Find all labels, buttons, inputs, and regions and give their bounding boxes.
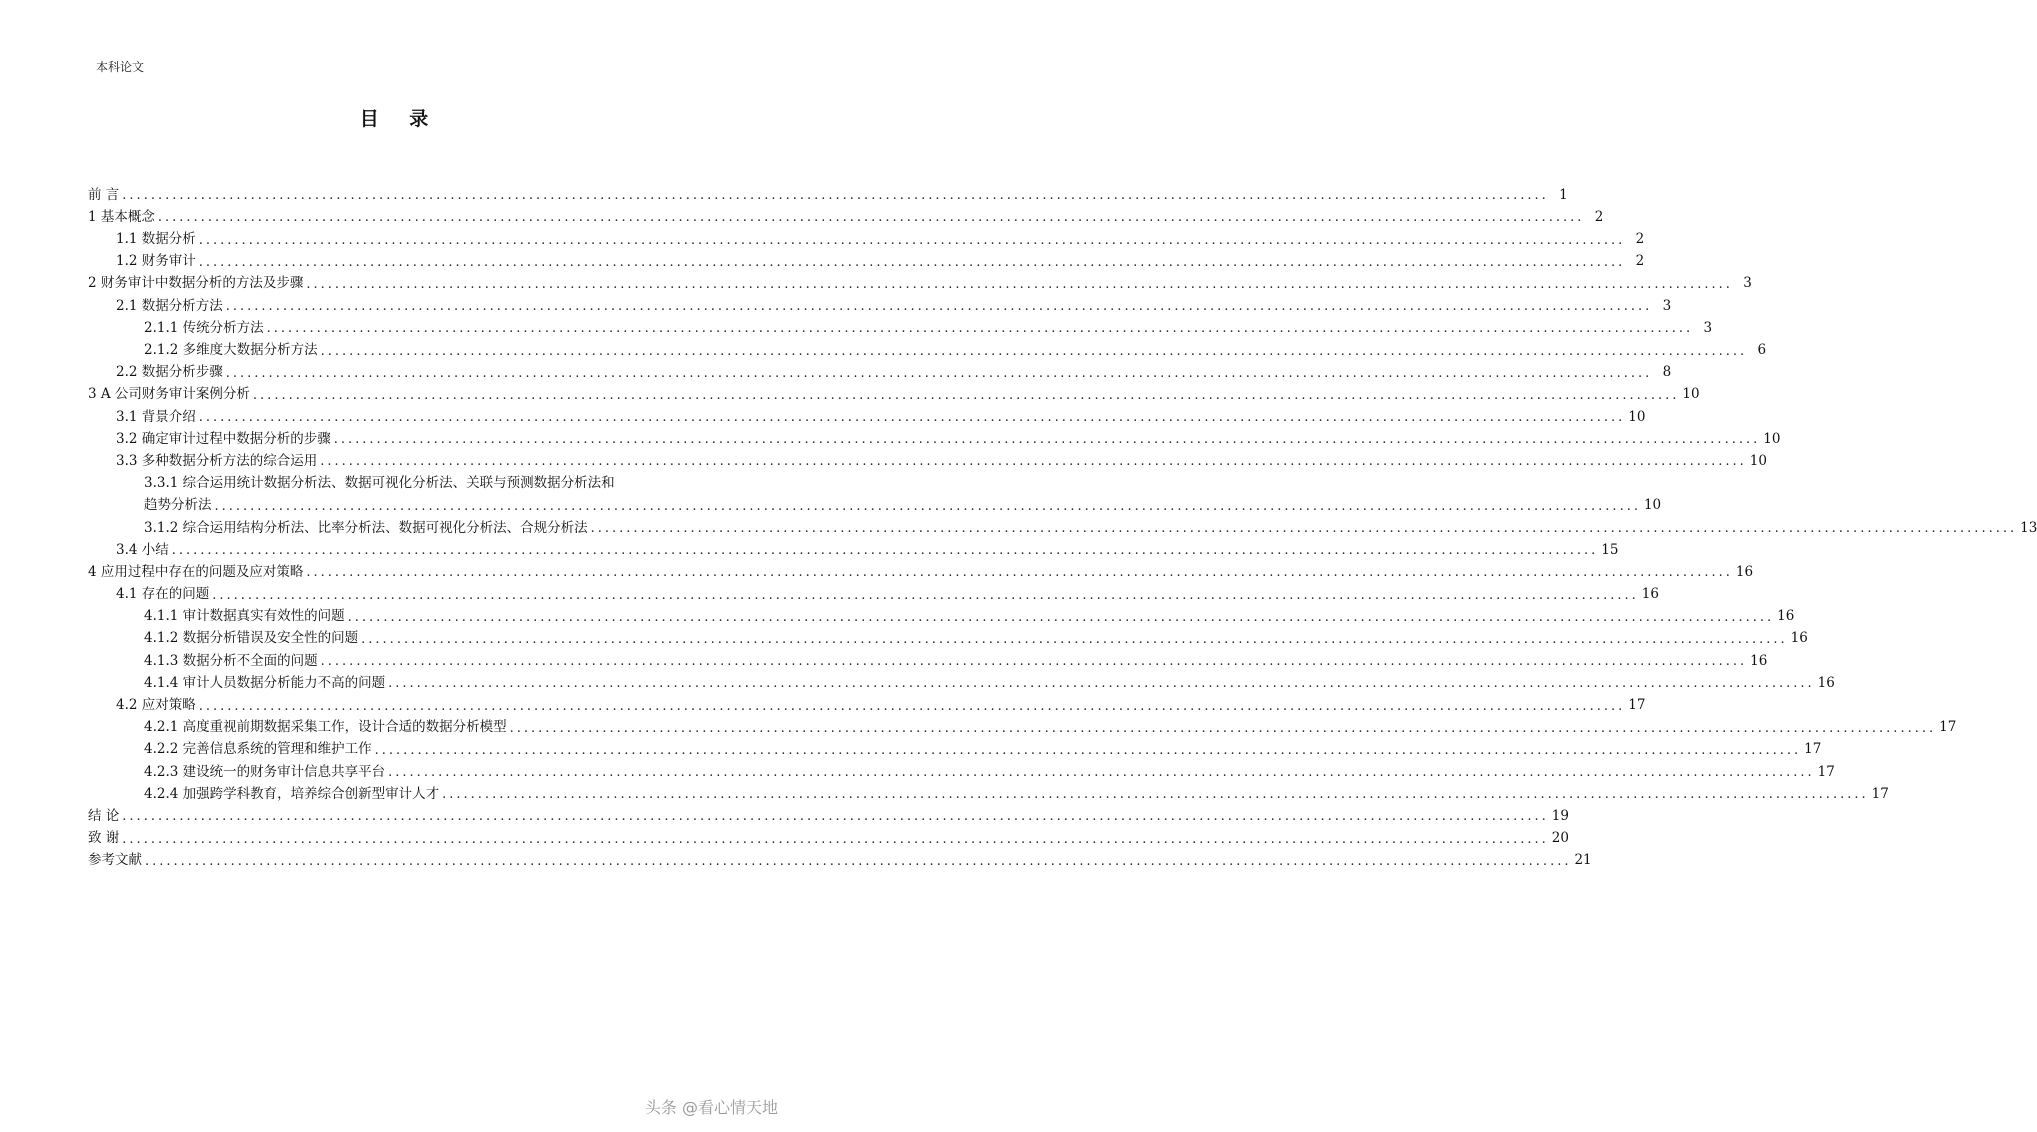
toc-entry-title: 4 应用过程中存在的问题及应对策略 xyxy=(88,563,304,580)
toc-entry-title: 3.3 多种数据分析方法的综合运用 xyxy=(116,452,318,469)
toc-dot-leader: ........................................................................................................................................................................................................ xyxy=(320,654,1748,670)
toc-entry[interactable] xyxy=(88,690,1646,714)
toc-dot-leader: ........................................................................................................................................................................................................ xyxy=(145,853,1572,869)
toc-dot-leader: ........................................................................................................................................................................................................ xyxy=(333,432,1761,448)
toc-entry-title: 3.2 确定审计过程中数据分析的步骤 xyxy=(116,430,331,447)
toc-dot-leader: ........................................................................................................................................................................................................ xyxy=(320,343,1748,359)
toc-entry-title: 4.1.4 审计人员数据分析能力不高的问题 xyxy=(144,674,386,691)
toc-dot-leader: ........................................................................................................................................................................................................ xyxy=(306,276,1733,292)
toc-dot-leader: ........................................................................................................................................................................................................ xyxy=(198,410,1626,426)
toc-dot-leader: ........................................................................................................................................................................................................ xyxy=(157,210,1585,226)
toc-entry-title: 4.1.3 数据分析不全面的问题 xyxy=(144,652,318,669)
toc-dot-leader: ........................................................................................................................................................................................................ xyxy=(266,321,1694,337)
toc-entry[interactable] xyxy=(88,668,1835,692)
toc-dot-leader: ........................................................................................................................................................................................................ xyxy=(388,676,1815,692)
toc-entry[interactable] xyxy=(88,358,1672,381)
toc-entry[interactable] xyxy=(88,202,1604,226)
toc-dot-leader: ........................................................................................................................................................................................................ xyxy=(122,188,1549,204)
toc-entry-title: 4.1.1 审计数据真实有效性的问题 xyxy=(144,608,345,625)
toc-entry-title: 致 谢 xyxy=(88,830,120,847)
toc-entry-page: 20 xyxy=(1551,830,1569,847)
toc-entry-page: 2 xyxy=(1635,231,1645,248)
toc-entry-title: 2.1.1 传统分析方法 xyxy=(144,319,264,336)
toc-entry[interactable] xyxy=(88,247,1645,270)
page-title: 目 录 xyxy=(359,108,441,130)
toc-entry[interactable] xyxy=(88,801,1569,825)
toc-entry-page: 3 xyxy=(1743,275,1752,292)
toc-entry-page: 19 xyxy=(1551,807,1569,824)
toc-entry[interactable] xyxy=(88,579,1659,603)
toc-dot-leader: ........................................................................................................................................................................................................ xyxy=(225,299,1653,315)
toc-entry[interactable] xyxy=(88,713,1957,736)
toc-entry-page: 10 xyxy=(1628,408,1646,425)
toc-entry-title: 3.1 背景介绍 xyxy=(116,408,196,425)
toc-entry-page: 13 xyxy=(2020,519,2037,536)
toc-entry-title: 4.2.4 加强跨学科教育，培养综合创新型审计人才 xyxy=(144,785,440,802)
table-of-contents xyxy=(88,180,2037,869)
toc-entry-title: 2.1 数据分析方法 xyxy=(116,297,223,314)
toc-entry-title: 4.1.2 数据分析错误及安全性的问题 xyxy=(144,630,359,647)
toc-entry[interactable] xyxy=(88,380,1700,403)
toc-entry-page: 10 xyxy=(1749,452,1767,469)
toc-dot-leader: ........................................................................................................................................................................................................ xyxy=(171,543,1599,559)
toc-entry-title: 2 财务审计中数据分析的方法及步骤 xyxy=(88,275,304,292)
running-header: 本科论文 xyxy=(96,60,145,74)
toc-entry[interactable] xyxy=(88,535,1619,559)
toc-entry[interactable] xyxy=(88,224,1645,248)
toc-entry[interactable] xyxy=(88,513,2037,536)
toc-entry[interactable] xyxy=(88,735,1822,758)
toc-entry-title: 3.1.2 综合运用结构分析法、比率分析法、数据可视化分析法、合规分析法 xyxy=(144,519,588,536)
toc-dot-leader: ........................................................................................................................................................................................................ xyxy=(374,742,1802,758)
toc-entry-title: 3 A 公司财务审计案例分析 xyxy=(88,386,250,403)
toc-entry[interactable] xyxy=(88,823,1569,847)
toc-dot-leader: ........................................................................................................................................................................................................ xyxy=(214,498,1641,514)
toc-dot-leader: ........................................................................................................................................................................................................ xyxy=(212,587,1639,603)
toc-entry[interactable] xyxy=(88,446,1767,470)
toc-dot-leader: ........................................................................................................................................................................................................ xyxy=(198,254,1626,270)
toc-entry-title: 2.1.2 多维度大数据分析方法 xyxy=(144,342,318,358)
toc-entry-page: 17 xyxy=(1628,697,1646,713)
toc-entry-page: 10 xyxy=(1682,386,1700,403)
toc-entry[interactable] xyxy=(88,602,1795,625)
toc-entry-title: 4.2 应对策略 xyxy=(116,697,196,713)
toc-entry[interactable] xyxy=(88,180,1568,204)
toc-dot-leader: ........................................................................................................................................................................................................ xyxy=(198,232,1626,248)
toc-entry-page: 16 xyxy=(1750,652,1768,669)
toc-entry-title: 1.1 数据分析 xyxy=(116,231,196,248)
watermark: 头条 @看心情天地 xyxy=(644,1098,778,1117)
toc-entry[interactable] xyxy=(88,779,1889,803)
toc-entry[interactable] xyxy=(88,557,1754,581)
toc-entry-title: 趋势分析法 xyxy=(144,497,212,514)
toc-entry-title: 4.2.3 建设统一的财务审计信息共享平台 xyxy=(144,763,386,780)
toc-dot-leader: ........................................................................................................................................................................................................ xyxy=(388,765,1815,781)
toc-entry-page: 1 xyxy=(1559,186,1568,203)
toc-dot-leader: ........................................................................................................................................................................................................ xyxy=(122,809,1549,825)
toc-entry[interactable] xyxy=(88,757,1835,781)
toc-dot-leader: ........................................................................................................................................................................................................ xyxy=(252,387,1680,403)
toc-entry-title: 4.1 存在的问题 xyxy=(116,586,210,603)
toc-dot-leader: ........................................................................................................................................................................................................ xyxy=(198,698,1626,714)
toc-dot-leader: ........................................................................................................................................................................................................ xyxy=(306,565,1733,581)
toc-dot-leader: ........................................................................................................................................................................................................ xyxy=(122,831,1549,847)
toc-entry-page: 16 xyxy=(1790,630,1808,647)
toc-entry-page: 15 xyxy=(1601,541,1619,558)
toc-dot-leader: ........................................................................................................................................................................................................ xyxy=(320,454,1747,470)
toc-entry-page: 2 xyxy=(1635,253,1645,270)
toc-entry-title: 3.4 小结 xyxy=(116,541,169,558)
toc-dot-leader: ........................................................................................................................................................................................................ xyxy=(347,609,1775,625)
toc-entry-page: 16 xyxy=(1777,608,1795,625)
toc-entry[interactable] xyxy=(88,313,1713,337)
toc-entry[interactable] xyxy=(88,491,1662,514)
toc-entry[interactable] xyxy=(88,424,1781,448)
toc-entry-page: 17 xyxy=(1804,741,1822,758)
toc-entry[interactable] xyxy=(88,269,1752,292)
toc-entry-page: 3 xyxy=(1662,297,1672,314)
toc-entry-title: 结 论 xyxy=(88,807,120,824)
toc-entry-page: 3 xyxy=(1703,319,1713,336)
toc-entry-page: 17 xyxy=(1817,763,1835,780)
toc-entry-page: 8 xyxy=(1662,364,1672,381)
toc-entry-title: 4.2.1 高度重视前期数据采集工作，设计合适的数据分析模型 xyxy=(144,719,507,736)
toc-entry-title: 1 基本概念 xyxy=(88,208,155,225)
toc-entry-page: 10 xyxy=(1763,430,1781,447)
toc-entry-page: 17 xyxy=(1939,719,1957,736)
toc-entry-title: 参考文献 xyxy=(88,852,142,869)
toc-entry-page: 16 xyxy=(1817,674,1835,691)
toc-entry[interactable] xyxy=(88,402,1646,426)
toc-dot-leader: ........................................................................................................................................................................................................ xyxy=(590,521,2018,536)
toc-entry[interactable] xyxy=(88,291,1672,315)
toc-dot-leader: ........................................................................................................................................................................................................ xyxy=(442,787,1869,803)
toc-entry-page: 16 xyxy=(1735,563,1754,580)
toc-entry-title: 3.3.1 综合运用统计数据分析法、数据可视化分析法、关联与预测数据分析法和 xyxy=(144,475,615,492)
toc-entry-page: 6 xyxy=(1757,342,1767,358)
toc-entry[interactable] xyxy=(88,646,1768,670)
toc-entry-page: 16 xyxy=(1641,586,1659,603)
toc-entry[interactable] xyxy=(88,624,1808,647)
toc-entry[interactable] xyxy=(88,846,1592,869)
toc-entry-page: 10 xyxy=(1643,497,1662,514)
toc-entry-title: 2.2 数据分析步骤 xyxy=(116,364,223,381)
toc-entry-page: 21 xyxy=(1574,852,1592,869)
toc-entry-title: 前 言 xyxy=(88,186,120,203)
toc-entry-page: 17 xyxy=(1871,785,1889,802)
toc-entry-title: 4.2.2 完善信息系统的管理和维护工作 xyxy=(144,741,372,758)
toc-dot-leader: ........................................................................................................................................................................................................ xyxy=(361,631,1788,647)
toc-dot-leader: ........................................................................................................................................................................................................ xyxy=(509,720,1937,736)
toc-entry[interactable] xyxy=(88,335,1767,359)
toc-entry-title: 1.2 财务审计 xyxy=(116,253,196,270)
toc-entry-page: 2 xyxy=(1594,208,1604,225)
toc-entry[interactable] xyxy=(88,468,708,490)
toc-dot-leader: ........................................................................................................................................................................................................ xyxy=(225,365,1653,381)
